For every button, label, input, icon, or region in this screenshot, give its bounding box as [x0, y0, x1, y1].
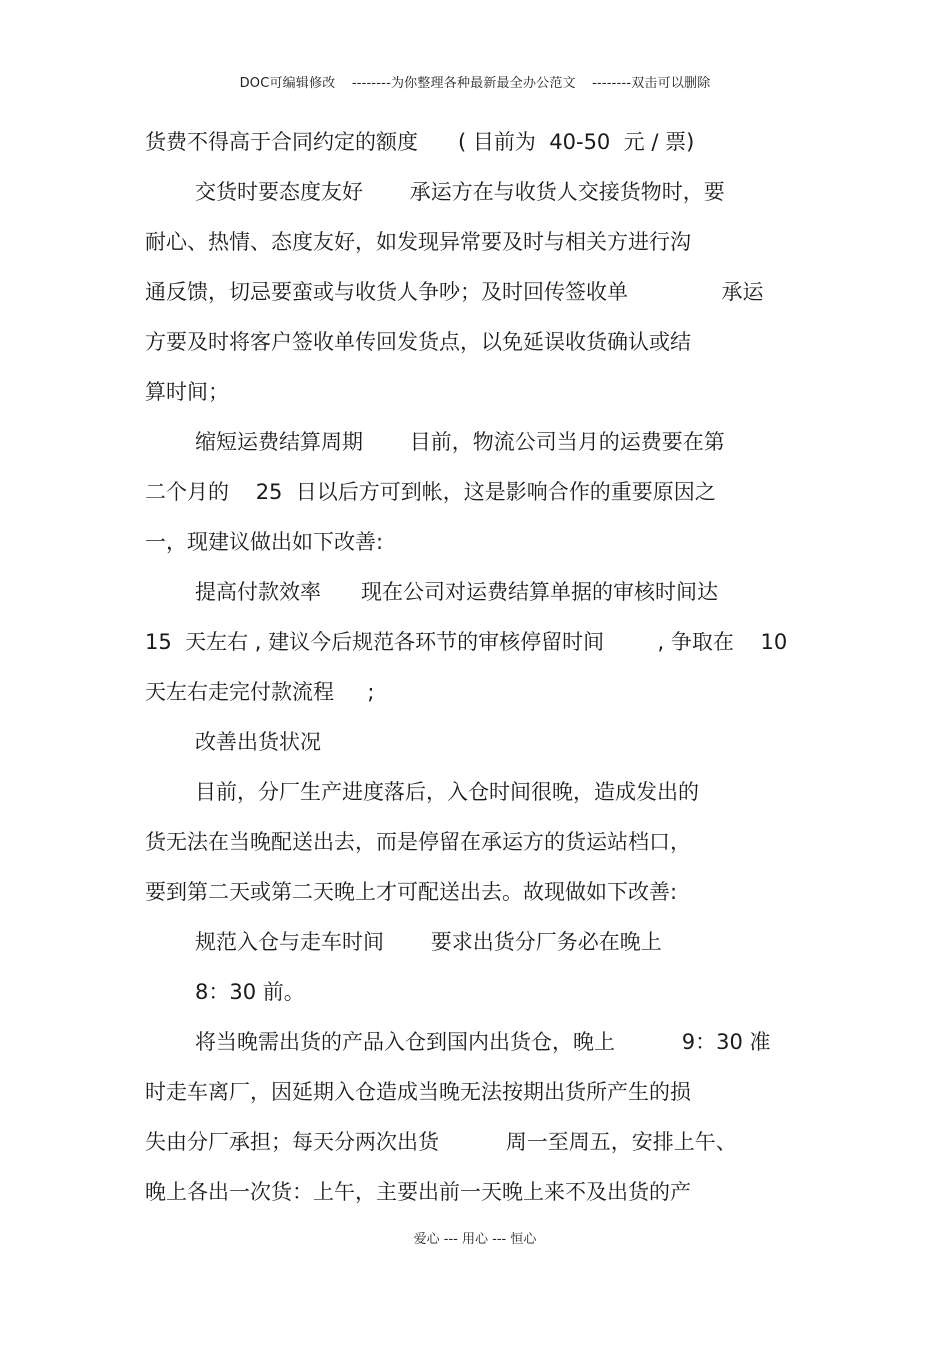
body-line: 耐心、热情、态度友好，如发现异常要及时与相关方进行沟: [145, 230, 691, 254]
body-line: 失由分厂承担；每天分两次出货 周一至周五，安排上午、: [145, 1130, 737, 1154]
header-doc-label: DOC可编辑修改: [239, 76, 336, 91]
body-line: 时走车离厂，因延期入仓造成当晚无法按期出货所产生的损: [145, 1080, 691, 1104]
body-line: 规范入仓与走车时间 要求出货分厂务必在晚上: [195, 930, 662, 954]
body-line: 将当晚需出货的产品入仓到国内出货仓，晚上 9：30 准: [195, 1030, 771, 1054]
document-body: [145, 122, 825, 1222]
body-line: 8：30 前。: [195, 980, 305, 1004]
page-header: [0, 72, 950, 91]
body-line: 天左右走完付款流程 ;: [145, 680, 375, 704]
body-line: 交货时要态度友好 承运方在与收货人交接货物时，要: [195, 180, 725, 204]
body-line: 二个月的 25 日以后方可到帐，这是影响合作的重要原因之: [145, 480, 716, 504]
body-line: 目前，分厂生产进度落后，入仓时间很晚，造成发出的: [195, 780, 699, 804]
body-line: 通反馈，切忌要蛮或与收货人争吵；及时回传签收单 承运: [145, 280, 764, 304]
body-line: 15 天左右 , 建议今后规范各环节的审核停留时间 , 争取在 10: [145, 630, 788, 654]
body-line: 货费不得高于合同约定的额度 ( 目前为 40-50 元 / 票): [145, 130, 695, 154]
body-line: 一，现建议做出如下改善:: [145, 530, 384, 554]
body-line: 货无法在当晚配送出去，而是停留在承运方的货运站档口，: [145, 830, 691, 854]
page-footer: 爱心 --- 用心 --- 恒心: [413, 1232, 537, 1247]
body-line: 晚上各出一次货：上午，主要出前一天晚上来不及出货的产: [145, 1180, 691, 1204]
header-right-text: --------双击可以删除: [592, 76, 711, 91]
body-line: 算时间；: [145, 380, 229, 404]
body-line: 要到第二天或第二天晚上才可配送出去。故现做如下改善:: [145, 880, 678, 904]
body-line: 提高付款效率 现在公司对运费结算单据的审核时间达: [195, 580, 719, 604]
body-line: 缩短运费结算周期 目前，物流公司当月的运费要在第: [195, 430, 725, 454]
header-middle-text: --------为你整理各种最新最全办公范文: [351, 76, 576, 91]
body-line: 方要及时将客户签收单传回发货点，以免延误收货确认或结: [145, 330, 691, 354]
section-heading: 改善出货状况: [195, 730, 321, 754]
